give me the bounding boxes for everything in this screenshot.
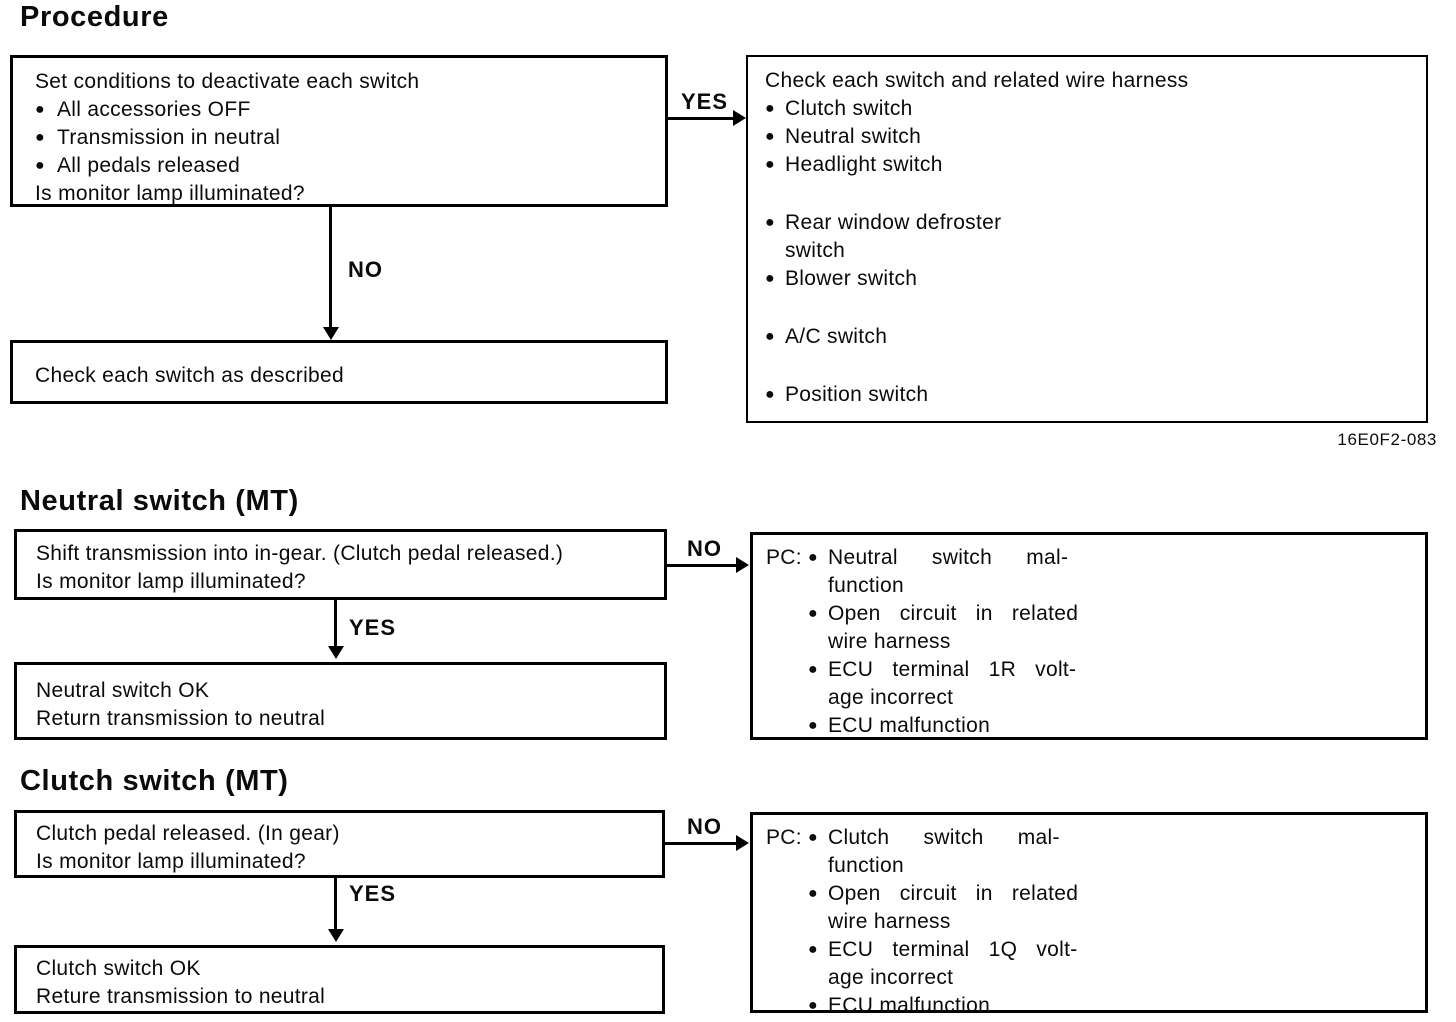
check-group [765,323,1416,351]
condition-bullet-item [35,124,655,152]
check-item [765,381,1416,409]
bullet-icon: ● [765,386,775,403]
bullet-icon: ● [808,997,818,1014]
bullet-icon: ● [765,100,775,117]
section-title-clutch-switch: Clutch switch (MT) [20,765,289,797]
condition-header: Set conditions to deactivate each switch [35,70,420,93]
procedure-no-result-box [10,340,668,404]
neutral-probable-cause-box [750,532,1428,740]
condition-bullet-text: All accessories OFF [57,98,251,121]
pc-label: PC: [766,826,802,849]
neutral-ok-box [14,662,667,740]
check-item-line: Neutral switch [785,125,922,148]
check-box-header: Check each switch and related wire harness [765,69,1189,92]
check-item-line: Clutch switch [785,97,913,120]
bullet-icon: ● [808,661,818,678]
cause-line: ECU terminal 1Q volt- [828,938,1078,961]
condition-bullet-text: All pedals released [57,154,241,177]
no-label: NO [687,536,722,561]
cause-line: Open circuit in related [828,882,1079,905]
check-item-line: Headlight switch [785,153,943,176]
check-item [765,95,1416,123]
bullet-icon: ● [808,941,818,958]
check-item-line: Position switch [785,383,929,406]
arrow-head-down-icon [328,929,344,942]
arrow-head-down-icon [328,646,344,659]
procedure-condition-box [10,55,668,207]
check-group [765,95,1416,179]
arrow-head-right-icon [733,110,746,126]
ok-line: Neutral switch OK [36,679,210,702]
ok-line: Return transmission to neutral [36,707,326,730]
clutch-ok-box [14,945,665,1014]
arrow-line [334,878,337,931]
yes-label: YES [349,881,397,906]
bullet-icon: ● [765,328,775,345]
bullet-icon: ● [808,605,818,622]
cause-item [808,600,1078,656]
check-item-line: Blower switch [785,267,918,290]
section-title-procedure: Procedure [20,1,169,33]
yes-label: YES [349,615,397,640]
arrow-head-down-icon [323,327,339,340]
check-item-line: Rear window defroster [785,211,1002,234]
ok-line: Reture transmission to neutral [36,985,326,1008]
cause-line: function [828,574,904,597]
bullet-icon: ● [765,270,775,287]
cause-line: Open circuit in related [828,602,1079,625]
arrow-head-right-icon [736,557,749,573]
cause-item [808,824,1078,880]
bullet-icon: ● [808,717,818,734]
check-item [765,151,1416,179]
bullet-icon: ● [765,156,775,173]
question-line: Shift transmission into in-gear. (Clutch pedal released.) [36,542,564,565]
clutch-probable-cause-box [750,812,1428,1017]
cause-line: ECU terminal 1R volt- [828,658,1077,681]
neutral-question-box [14,529,667,600]
yes-label: YES [681,89,729,114]
cause-item [808,712,1078,740]
condition-bullet-item [35,96,655,124]
cause-line: wire harness [828,630,951,653]
cause-line: ECU malfunction [828,714,991,737]
check-item [765,209,1416,265]
cause-item [808,880,1078,936]
procedure-check-box [746,55,1428,423]
figure-code: 16E0F2-083 [1337,430,1437,449]
no-label: NO [687,814,722,839]
cause-line: age incorrect [828,966,954,989]
arrow-line [665,842,737,845]
clutch-question-box [14,810,665,878]
bullet-icon: ● [35,129,45,146]
arrow-head-right-icon [736,835,749,851]
arrow-line [329,207,332,329]
arrow-line [334,600,337,648]
no-result-text: Check each switch as described [35,364,344,387]
question-line: Clutch pedal released. (In gear) [36,822,340,845]
bullet-icon: ● [35,157,45,174]
cause-line: wire harness [828,910,951,933]
cause-line: function [828,854,904,877]
bullet-icon: ● [765,214,775,231]
check-item-line: A/C switch [785,325,888,348]
cause-item [808,544,1078,600]
check-group [765,209,1416,293]
cause-item [808,656,1078,712]
check-item [765,323,1416,351]
check-item [765,265,1416,293]
bullet-icon: ● [765,128,775,145]
bullet-icon: ● [808,829,818,846]
question-line: Is monitor lamp illuminated? [36,570,306,593]
no-label: NO [348,257,383,282]
condition-bullet-item [35,152,655,180]
cause-line: ECU malfunction [828,994,991,1017]
bullet-icon: ● [808,549,818,566]
cause-item [808,936,1078,992]
bullet-icon: ● [808,885,818,902]
cause-line: Neutral switch mal- [828,546,1069,569]
cause-item [808,992,1078,1020]
bullet-icon: ● [35,101,45,118]
check-group [765,381,1416,409]
pc-label: PC: [766,546,802,569]
arrow-line [667,564,737,567]
question-line: Is monitor lamp illuminated? [36,850,306,873]
cause-line: age incorrect [828,686,954,709]
section-title-neutral-switch: Neutral switch (MT) [20,485,299,517]
check-item-line: switch [785,239,846,262]
condition-bullet-text: Transmission in neutral [57,126,281,149]
arrow-line [668,117,734,120]
ok-line: Clutch switch OK [36,957,201,980]
check-item [765,123,1416,151]
condition-question: Is monitor lamp illuminated? [35,182,305,205]
cause-line: Clutch switch mal- [828,826,1060,849]
